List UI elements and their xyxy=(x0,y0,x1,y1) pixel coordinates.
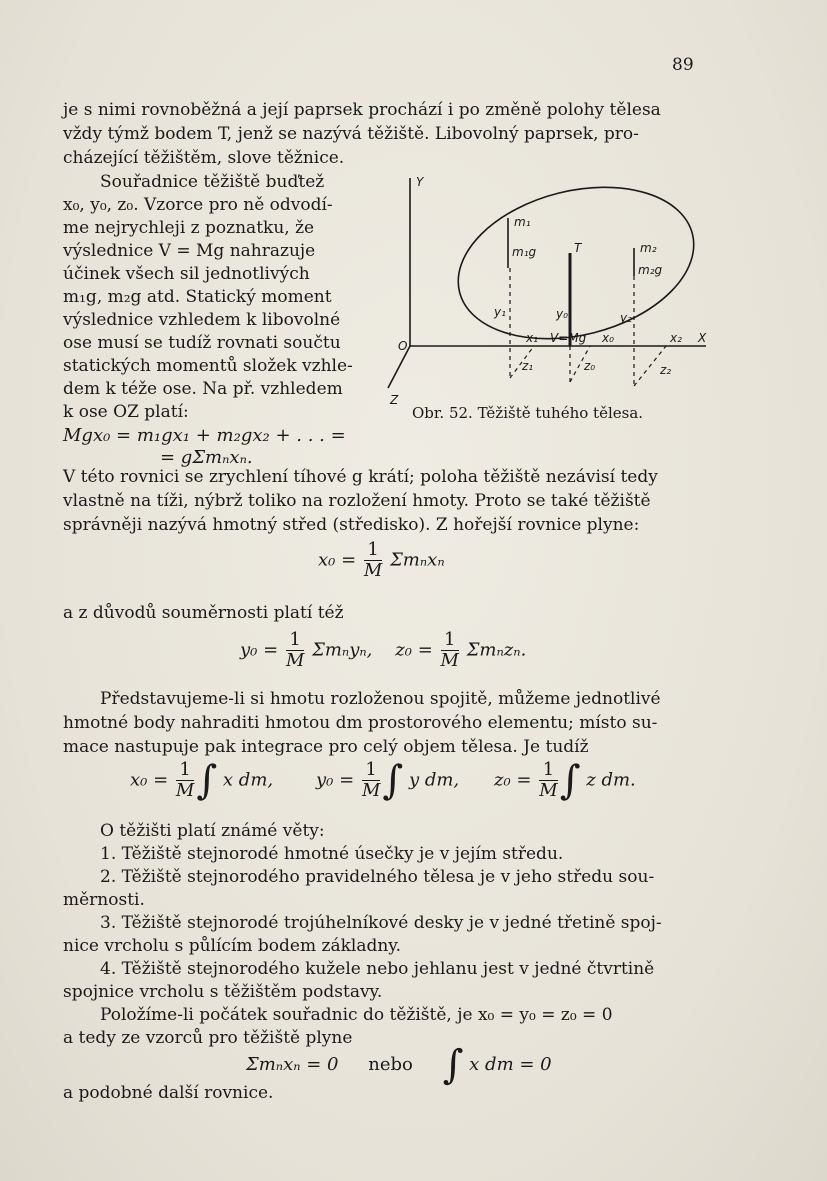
text-line: výslednice V = Mg nahrazuje xyxy=(63,241,316,261)
denominator: M xyxy=(285,650,305,671)
denominator: M xyxy=(175,780,195,801)
numerator: 1 xyxy=(441,630,459,651)
numerator: 1 xyxy=(286,630,304,651)
fig-label: m₁ xyxy=(514,215,531,229)
eq-connector: nebo xyxy=(368,1054,413,1075)
text-line: Souřadnice těžiště buďtež xyxy=(100,172,325,192)
denominator: M xyxy=(363,560,383,581)
eq-body: x dm, xyxy=(222,769,274,791)
equation-integral-y0 xyxy=(316,757,460,804)
figure-52 xyxy=(376,168,721,418)
fig-label: x₂ xyxy=(670,331,682,345)
equation-integral-z0 xyxy=(494,757,636,804)
fig-label: Z xyxy=(390,393,399,407)
eq-rhs: Σmₙxₙ xyxy=(390,549,445,571)
text-line: me nejrychleji z poznatku, že xyxy=(63,218,315,238)
fig-label: m₂ xyxy=(640,241,657,255)
text-line: cházející těžištěm, slove těžnice. xyxy=(63,148,345,168)
text-line: vždy týmž bodem T, jenž se nazývá těžiště. Libovolný paprsek, pro- xyxy=(63,124,639,144)
numerator: 1 xyxy=(364,540,382,561)
text-line: a podobné další rovnice. xyxy=(63,1083,274,1103)
figure-caption: Obr. 52. Těžiště tuhého tělesa. xyxy=(412,404,644,422)
denominator: M xyxy=(361,780,381,801)
eq-right: x dm = 0 xyxy=(469,1054,552,1075)
text-line: 2. Těžiště stejnorodého pravidelného tělesa je v jeho středu sou- xyxy=(100,867,655,887)
eq-left: Σmₙxₙ = 0 xyxy=(246,1054,339,1075)
text-line: Položíme-li počátek souřadnic do těžiště, je x₀ = y₀ = z₀ = 0 xyxy=(100,1005,613,1025)
page-number: 89 xyxy=(672,55,694,75)
text-line: O těžišti platí známé věty: xyxy=(100,821,325,841)
denominator: M xyxy=(539,780,558,801)
text-line: x₀, y₀, z₀. Vzorce pro ně odvodí- xyxy=(63,195,333,215)
text-line: vlastně na tíži, nýbrž toliko na rozložení hmoty. Proto se také těžiště xyxy=(63,491,651,511)
text-line: m₁g, m₂g atd. Statický moment xyxy=(63,287,332,307)
text-line: dem k téže ose. Na př. vzhledem xyxy=(63,379,343,399)
eq-lhs: z₀ = xyxy=(494,769,532,791)
equation-integral-x0 xyxy=(130,757,274,804)
text-line: 4. Těžiště stejnorodého kužele nebo jehlanu jest v jedné čtvrtině xyxy=(100,959,655,979)
text-line: správněji nazývá hmotný střed (středisko). Z hořejší rovnice plyne: xyxy=(63,515,640,535)
text-line: měrnosti. xyxy=(63,890,145,910)
eq-rhs: Σmₙyₙ, xyxy=(312,639,373,661)
fraction xyxy=(441,630,459,671)
fig-label: y₂ xyxy=(620,311,632,325)
eq-lhs: y₀ = xyxy=(316,769,355,791)
fig-label: T xyxy=(574,241,582,255)
text-line: Představujeme-li si hmotu rozloženou spojitě, můžeme jednotlivé xyxy=(100,689,661,709)
fig-label: x₁ xyxy=(526,331,538,345)
fig-label: y₀ xyxy=(556,307,568,321)
fraction xyxy=(176,760,194,801)
text-line: spojnice vrcholu s těžištěm podstavy. xyxy=(63,982,383,1002)
integral-sign: ∫ xyxy=(382,757,404,804)
text-line: hmotné body nahraditi hmotou dm prostorového elementu; místo su- xyxy=(63,713,658,733)
integral-sign: ∫ xyxy=(559,757,581,804)
text-line: mace nastupuje pak integrace pro celý objem tělesa. Je tudíž xyxy=(63,737,589,757)
eq-lhs: y₀ = xyxy=(240,639,279,661)
integral-sign: ∫ xyxy=(442,1042,464,1088)
equation-moment-cont: = gΣmₙxₙ. xyxy=(160,447,253,468)
eq-rhs: Σmₙzₙ. xyxy=(466,639,527,661)
eq-lhs: z₀ = xyxy=(395,639,433,661)
text-line: V této rovnici se zrychlení tíhové g krátí; poloha těžiště nezávisí tedy xyxy=(63,467,658,487)
equation-y0-z0 xyxy=(240,630,526,671)
fraction xyxy=(286,630,304,671)
equation-moment: Mgx₀ = m₁gx₁ + m₂gx₂ + . . . = xyxy=(63,425,346,446)
text-line: účinek všech sil jednotlivých xyxy=(63,264,310,284)
text-line: statických momentů složek vzhle- xyxy=(63,356,353,376)
fig-label: X xyxy=(698,331,707,345)
fig-label: z₂ xyxy=(660,363,672,377)
text-line: nice vrcholu s půlícím bodem základny. xyxy=(63,936,402,956)
fraction xyxy=(362,760,380,801)
denominator: M xyxy=(440,650,459,671)
fig-label: z₁ xyxy=(522,359,534,373)
numerator: 1 xyxy=(539,760,557,781)
fraction xyxy=(364,540,382,581)
eq-body: y dm, xyxy=(408,769,460,791)
numerator: 1 xyxy=(176,760,194,781)
eq-body: z dm. xyxy=(586,769,636,791)
fig-label: m₁g xyxy=(512,245,537,259)
text-line: 1. Těžiště stejnorodé hmotné úsečky je v jejím středu. xyxy=(100,844,564,864)
fig-label: V=Mg xyxy=(550,331,587,345)
text-line: a z důvodů souměrnosti platí též xyxy=(63,603,344,623)
fraction xyxy=(539,760,557,801)
equation-zero-sum xyxy=(246,1042,552,1088)
fig-label: z₀ xyxy=(584,359,596,373)
text-line: k ose OZ platí: xyxy=(63,402,189,422)
fig-label: Y xyxy=(416,175,424,189)
text-line: 3. Těžiště stejnorodé trojúhelníkové desky je v jedné třetině spoj- xyxy=(100,913,662,933)
numerator: 1 xyxy=(362,760,380,781)
text-line: a tedy ze vzorců pro těžiště plyne xyxy=(63,1028,353,1048)
integral-sign: ∫ xyxy=(196,757,218,804)
fig-label: O xyxy=(398,339,408,353)
eq-lhs: x₀ = xyxy=(130,769,169,791)
eq-lhs: x₀ = xyxy=(318,549,357,571)
fig-label: x₀ xyxy=(602,331,614,345)
text-line: ose musí se tudíž rovnati součtu xyxy=(63,333,341,353)
fig-label: y₁ xyxy=(494,305,506,319)
text-line: je s nimi rovnoběžná a její paprsek prochází i po změně polohy tělesa xyxy=(63,100,661,120)
equation-x0 xyxy=(318,540,445,581)
fig-label: m₂g xyxy=(638,263,663,277)
text-line: výslednice vzhledem k libovolné xyxy=(63,310,341,330)
